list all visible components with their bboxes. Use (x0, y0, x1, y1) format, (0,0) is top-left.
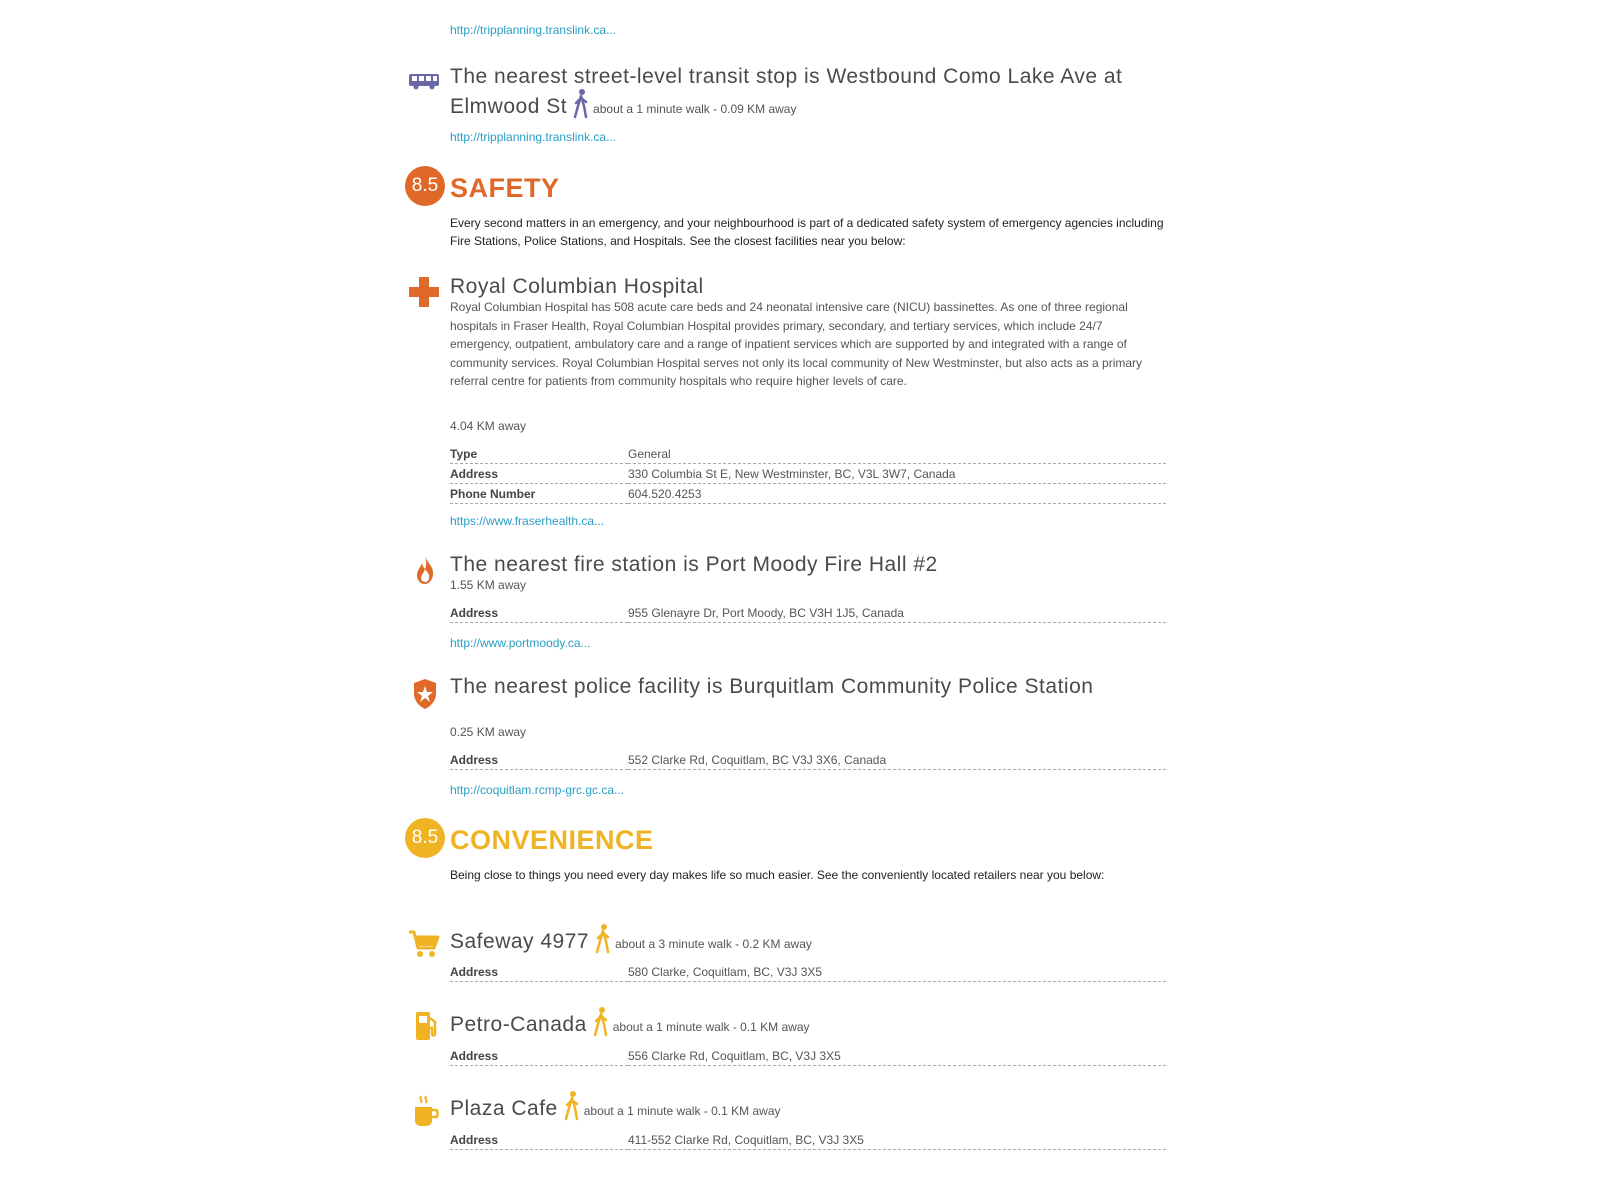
table-row (450, 444, 1166, 464)
address-label: Address (450, 962, 628, 982)
coffee-cup-icon (412, 1095, 440, 1132)
table-row (450, 603, 1166, 623)
convenience-intro: Being close to things you need every day makes life so much easier. See the conveniently located retailers near you below: (450, 868, 1105, 882)
convenience-score-badge: 8.5 (405, 818, 445, 858)
police-title: The nearest police facility is Burquitlam Community Police Station (450, 675, 1094, 698)
store-name: Petro-Canada (450, 1013, 587, 1036)
flame-icon (415, 555, 435, 590)
phone-label: Phone Number (450, 484, 628, 504)
address-value: 552 Clarke Rd, Coquitlam, BC V3J 3X6, Canada (628, 750, 1166, 770)
transit-stop-title: The nearest street-level transit stop is Westbound Como Lake Ave at Elmwood St (450, 65, 1123, 118)
address-value: 330 Columbia St E, New Westminster, BC, V3L 3W7, Canada (628, 464, 1166, 484)
store-details-table (450, 962, 1166, 982)
type-value: General (628, 444, 1166, 464)
safety-intro: Every second matters in an emergency, and your neighbourhood is part of a dedicated safety system of emergency agencies including Fire Stations, Police Stations, and Hospitals. See the closest facilities near you below: (450, 216, 1164, 248)
transit-walk-text: about a 1 minute walk - 0.09 KM away (593, 102, 797, 116)
table-row (450, 1046, 1166, 1066)
phone-value: 604.520.4253 (628, 484, 1166, 504)
hospital-distance: 4.04 KM away (450, 419, 527, 433)
address-value: 955 Glenayre Dr, Port Moody, BC V3H 1J5, Canada (628, 603, 1166, 623)
fire-distance: 1.55 KM away (450, 578, 527, 592)
translink-link-top[interactable]: http://tripplanning.translink.ca... (450, 23, 617, 37)
safety-score-badge: 8.5 (405, 166, 445, 206)
type-label: Type (450, 444, 628, 464)
hospital-name: Royal Columbian Hospital (450, 275, 704, 298)
police-badge-icon (413, 678, 437, 715)
store-walk-text: about a 3 minute walk - 0.2 KM away (615, 937, 812, 951)
portmoody-link[interactable]: http://www.portmoody.ca... (450, 636, 591, 650)
store-walk-text: about a 1 minute walk - 0.1 KM away (583, 1104, 781, 1118)
bus-icon (408, 72, 440, 95)
table-row (450, 750, 1166, 770)
hospital-details-table (450, 444, 1166, 504)
walking-person-icon (595, 924, 611, 954)
store-name: Plaza Cafe (450, 1097, 558, 1120)
rcmp-link[interactable]: http://coquitlam.rcmp-grc.gc.ca... (450, 783, 625, 797)
walking-person-icon (564, 1091, 580, 1121)
police-details-table (450, 750, 1166, 770)
translink-link-stop[interactable]: http://tripplanning.translink.ca... (450, 130, 617, 144)
walking-person-icon (593, 1007, 609, 1037)
address-label: Address (450, 603, 628, 623)
shopping-cart-icon (408, 930, 440, 963)
fraserhealth-link[interactable]: https://www.fraserhealth.ca... (450, 514, 605, 528)
address-label: Address (450, 464, 628, 484)
fire-station-title: The nearest fire station is Port Moody Fire Hall #2 (450, 553, 938, 576)
address-value: 411-552 Clarke Rd, Coquitlam, BC, V3J 3X5 (628, 1130, 1166, 1150)
hospital-cross-icon (409, 277, 439, 312)
address-value: 556 Clarke Rd, Coquitlam, BC, V3J 3X5 (628, 1046, 1166, 1066)
store-name: Safeway 4977 (450, 930, 590, 953)
safety-section-title: SAFETY (450, 173, 560, 203)
walking-person-icon (573, 89, 589, 119)
store-details-table (450, 1046, 1166, 1066)
address-value: 580 Clarke, Coquitlam, BC, V3J 3X5 (628, 962, 1166, 982)
address-label: Address (450, 1046, 628, 1066)
address-label: Address (450, 1130, 628, 1150)
store-details-table (450, 1130, 1166, 1150)
fire-details-table (450, 603, 1166, 623)
gas-pump-icon (414, 1010, 438, 1047)
transit-walk-info (567, 102, 796, 116)
table-row (450, 962, 1166, 982)
police-distance: 0.25 KM away (450, 725, 527, 739)
address-label: Address (450, 750, 628, 770)
table-row (450, 464, 1166, 484)
hospital-description: Royal Columbian Hospital has 508 acute care beds and 24 neonatal intensive care (NICU) bassinettes. As one of three regional hospitals in Fraser Health, Royal Columbian Hospital provides primary, secondary, and tertiary services, which include 24/7 emergency, outpatient, ambulatory care and a range of inpatient services which are supported by and integrated with a range of community services. Royal Columbian Hospital serves not only its local community of New Westminster, but also acts as a primary referral centre for patients from community hospitals who require higher levels of care. (450, 300, 1143, 388)
convenience-section-title: CONVENIENCE (450, 825, 654, 855)
table-row (450, 484, 1166, 504)
store-walk-text: about a 1 minute walk - 0.1 KM away (612, 1020, 810, 1034)
table-row (450, 1130, 1166, 1150)
